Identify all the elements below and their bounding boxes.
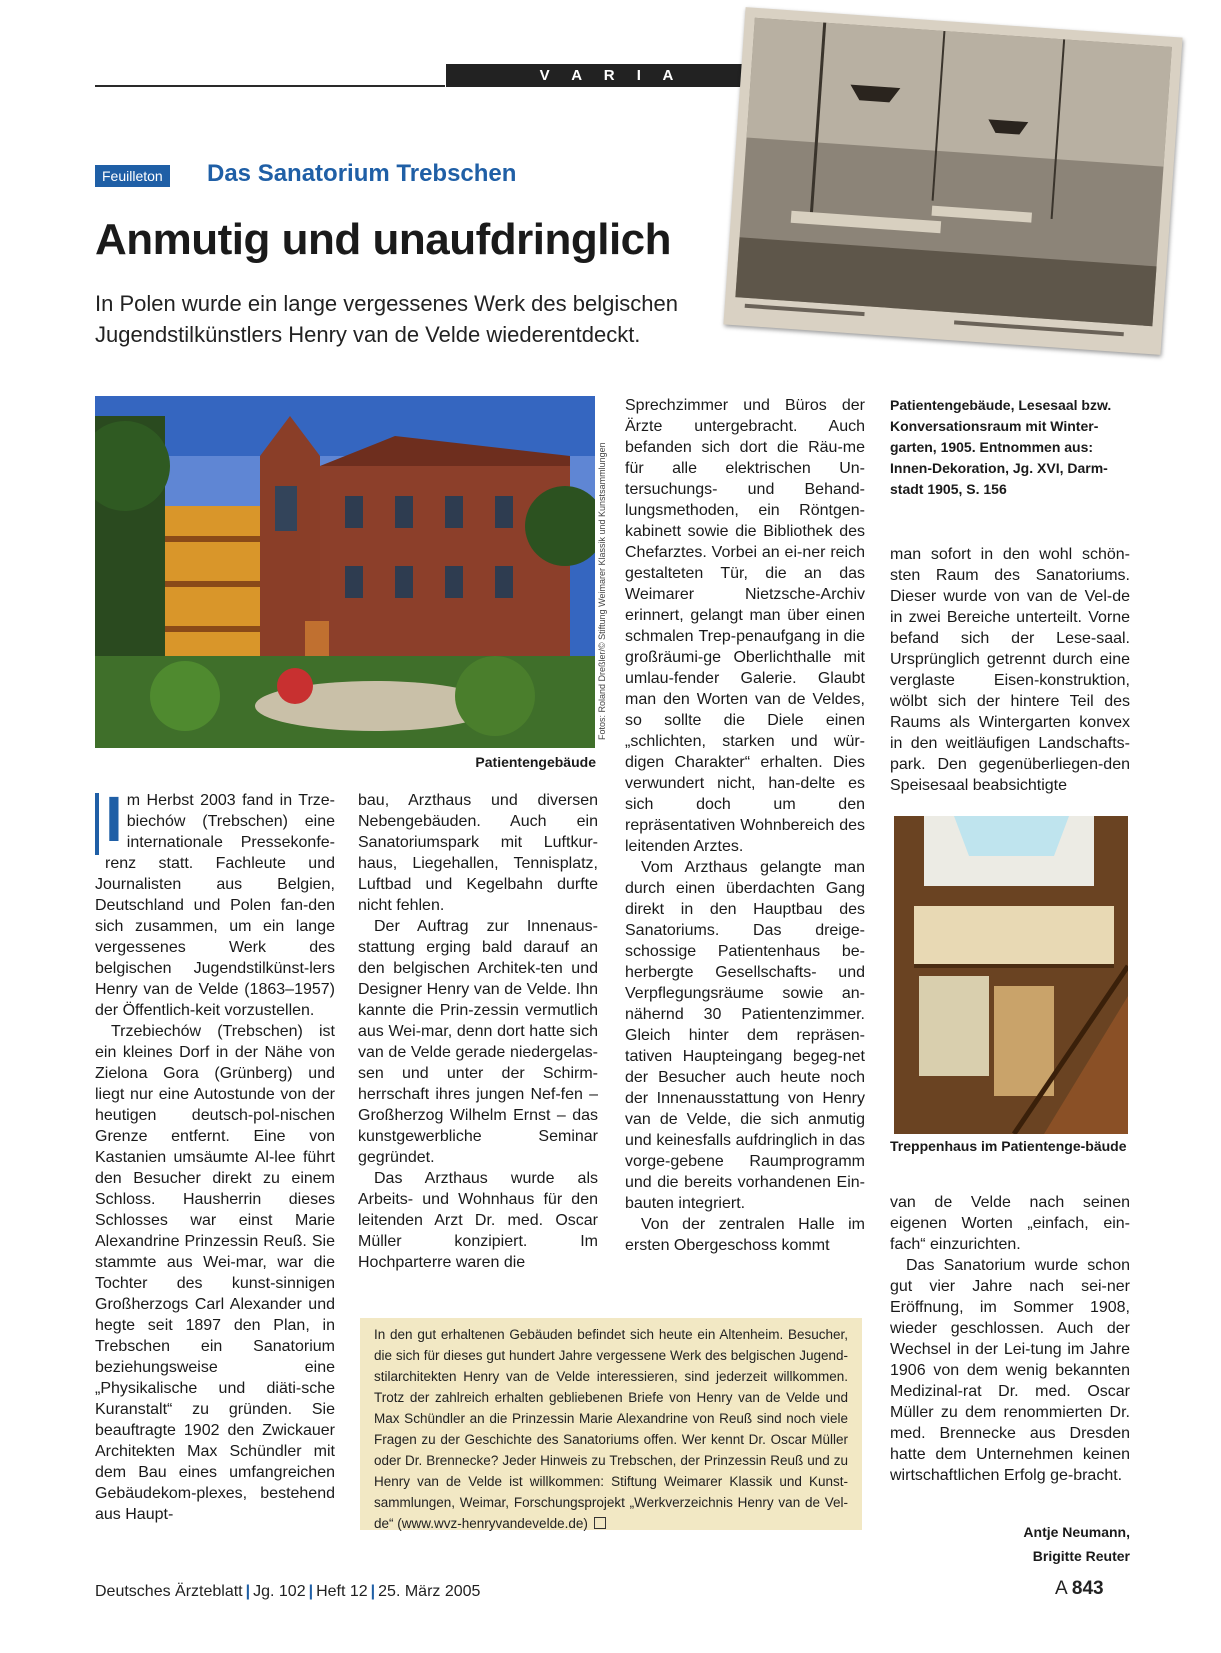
body-column-4 [890, 544, 1130, 796]
building-image [95, 396, 595, 748]
body-column-5 [890, 1192, 1130, 1486]
volume: Jg. 102 [253, 1583, 306, 1600]
paragraph: Von der zentralen Halle im ersten Obergeschoss kommt [625, 1216, 865, 1254]
photo-patientengebaeude [95, 396, 595, 748]
photo-treppenhaus [894, 816, 1128, 1134]
paragraph: van de Velde nach seinen eigenen Worten „einfach, ein-fach“ einzurichten. [890, 1194, 1130, 1253]
footer [95, 1583, 480, 1601]
lesesaal-image [723, 7, 1182, 355]
info-box-body: In den gut erhaltenen Gebäuden befindet sich heute ein Altenheim. Besucher, die sich für dieses gut hundert Jahre vergessene Werk des belgischen Jugend-stilarchitekten Henry van de Velde interessieren, sind jederzeit willkommen. Trotz der zahlreich erhalten gebliebenen Briefe von Henry van de Velde und Max Schündler an die Prinzessin Marie Alexandrine von Reuß sind noch viele Fragen zu der Geschichte des Sanatoriums offen. Wer kennt Dr. Oscar Müller oder Dr. Brennecke? Jeder Hinweis zu Trebschen, der Prinzessin Reuß und zu Henry van de Velde ist willkommen: Stiftung Weimarer Klassik und Kunst-sammlungen, Weimar, Forschungsprojekt „Werkverzeichnis Henry van de Vel-de“ (www.wvz-henryvandevelde.de) [374, 1327, 848, 1531]
body-column-2 [358, 790, 598, 1273]
page-number [1055, 1578, 1104, 1600]
article-lead: In Polen wurde ein lange vergessenes Werk des belgischen Jugendstilkünstlers Henry van de Velde wiederentdeckt. [95, 291, 678, 347]
photo-lesesaal [723, 7, 1182, 355]
issue-date: 25. März 2005 [378, 1583, 481, 1600]
info-box [360, 1318, 862, 1530]
caption-photo2: Patientengebäude, Lesesaal bzw. Konversationsraum mit Winter-garten, 1905. Entnommen aus: Innen-Dekoration, Jg. XVI, Darm-stadt 1905, S. 156 [890, 397, 1112, 497]
info-box-text [374, 1318, 848, 1534]
footer-separator: | [245, 1583, 251, 1600]
body-column-3 [625, 395, 865, 1256]
dropcap-bar [95, 793, 99, 855]
caption-photo1: Patientengebäude [475, 754, 596, 770]
article-subtitle: Das Sanatorium Trebschen [207, 160, 517, 187]
treppenhaus-image [894, 816, 1128, 1134]
author-line-1: Antje Neumann, [1023, 1524, 1130, 1540]
paragraph: m Herbst 2003 fand in Trze-biechów (Trebschen) eine internationale Pressekonfe-renz statt. Fachleute und Journalisten aus Belgien, Deutschland und Polen fan-den sich zusammen, um ein lange vergessenes Werk des belgischen Jugendstilkünst-lers Henry van de Velde (1863–1957) der Öffentlich-keit vorzustellen. [95, 792, 335, 1019]
paragraph: bau, Arzthaus und diversen Nebengebäuden. Auch ein Sanatoriumspark mit Luftkur-haus, Liegehallen, Tennisplatz, Luftbad und Kegelbahn durfte nicht fehlen. [358, 792, 598, 914]
article-headline: Anmutig und unaufdringlich [95, 215, 672, 264]
page-prefix: A [1055, 1578, 1067, 1599]
end-mark-icon [594, 1517, 606, 1529]
issue: Heft 12 [316, 1583, 368, 1600]
dropcap: I [105, 783, 123, 855]
paragraph: man sofort in den wohl schön-sten Raum des Sanatoriums. Dieser wurde von van de Vel-de in zwei Bereiche unterteilt. Vorne befand sich der Lese-saal. Ursprünglich getrennt durch eine verglaste Eisen-konstruktion, wölbt sich der hintere Teil des Raums als Wintergarten konvex in den weitläufigen Landschafts-park. Den gegenüberliegen-den Speisesaal beabsichtigte [890, 546, 1130, 794]
footer-separator: | [308, 1583, 314, 1600]
paragraph: Trzebiechów (Trebschen) ist ein kleines Dorf in der Nähe von Zielona Gora (Grünberg) und liegt nur eine Autostunde von der heutigen deutsch-pol-nischen Grenze entfernt. Eine von Kastanien umsäumte Al-lee führt den Besucher direkt zu einem Schloss. Hausherrin dieses Schlosses war einst Marie Alexandrine Prinzessin Reuß. Sie stammte aus Wei-mar, war die Tochter des kunst-sinnigen Großherzogs Carl Alexander und hegte seit 1897 den Plan, in Trebschen ein Sanatorium beziehungsweise eine „Physikalische und diäti-sche Kuranstalt“ zu gründen. Sie beauftragte 1902 den Zwickauer Architekten Max Schündler mit dem Bau eines umfangreichen Gebäudekom-plexes, bestehend aus Haupt- [95, 1023, 335, 1523]
page-number-value: 843 [1071, 1578, 1104, 1599]
paragraph: Der Auftrag zur Innenaus-stattung erging bald darauf an den belgischen Architek-ten und Designer Henry van de Velde. Ihn kannte die Prin-zessin vermutlich aus Wei-mar, denn dort hatte sich van de Velde gerade niedergelas-sen und unter der Schirm-herrschaft ihres jungen Nef-fen – Großherzog Wilhelm Ernst – das kunstgewerbliche Seminar gegründet. [358, 918, 598, 1166]
paragraph: Das Sanatorium wurde schon gut vier Jahre nach sei-ner Eröffnung, im Sommer 1908, wieder geschlossen. Auch der Wechsel in der Lei-tung im Jahre 1906 von dem wenig bekannten Medizinal-rat Dr. med. Oscar Müller zu dem renommierten Dr. med. Brennecke aus Dresden hatte dem Unternehmen keinen wirtschaftlichen Erfolg ge-bracht. [890, 1257, 1130, 1484]
paragraph: Sprechzimmer und Büros der Ärzte untergebracht. Auch befanden sich dort die Räu-me für alle elektrischen Un-tersuchungs- und Behand-lungsmethoden, ein Röntgen-kabinett sowie die Bibliothek des Chefarztes. Vorbei an ei-ner reich gestalteten Tür, die an das Weimarer Nietzsche-Archiv erinnert, gelangt man über einen schmalen Trep-penaufgang in die großräumi-ge Oberlichthalle mit umlau-fender Galerie. Glaubt man den Worten van de Veldes, so sollte die Diele einen „schlichten, starken und wür-digen Charakter“ erhalten. Dies verwundert nicht, han-delte es sich doch um den repräsentativen Wohnbereich des leitenden Arztes. [625, 397, 865, 855]
photo-credit: Fotos: Roland Dreßler/© Stiftung Weimarer Klassik und Kunstsammlungen [597, 442, 607, 740]
paragraph: Das Arzthaus wurde als Arbeits- und Wohnhaus für den leitenden Arzt Dr. med. Oscar Müller konzipiert. Im Hochparterre waren die [358, 1170, 598, 1271]
paragraph: Vom Arzthaus gelangte man durch einen überdachten Gang direkt in den Hauptbau des Sanatoriums. Das dreige-schossige Patientenhaus be-herbergte Gesellschafts- und Verpflegungsräume sowie an-nähernd 30 Patientenzimmer. Gleich hinter dem repräsen-tativen Haupteingang begeg-net der Besucher auch heute noch der Innenausstattung von Henry van de Velde, die sich anmutig und keinesfalls aufdringlich in das vorge-gebene Raumprogramm und die bereits vorhandenen Ein-bauten integriert. [625, 859, 865, 1212]
body-column-1 [95, 783, 335, 1525]
journal-name: Deutsches Ärzteblatt [95, 1583, 243, 1600]
section-label: V A R I A [446, 64, 776, 87]
author-line-2: Brigitte Reuter [1032, 1548, 1130, 1564]
author-byline [980, 1520, 1130, 1568]
header-rule [95, 85, 445, 87]
caption-photo3: Treppenhaus im Patientenge-bäude [890, 1138, 1127, 1154]
footer-separator: | [370, 1583, 376, 1600]
category-badge: Feuilleton [95, 165, 170, 187]
